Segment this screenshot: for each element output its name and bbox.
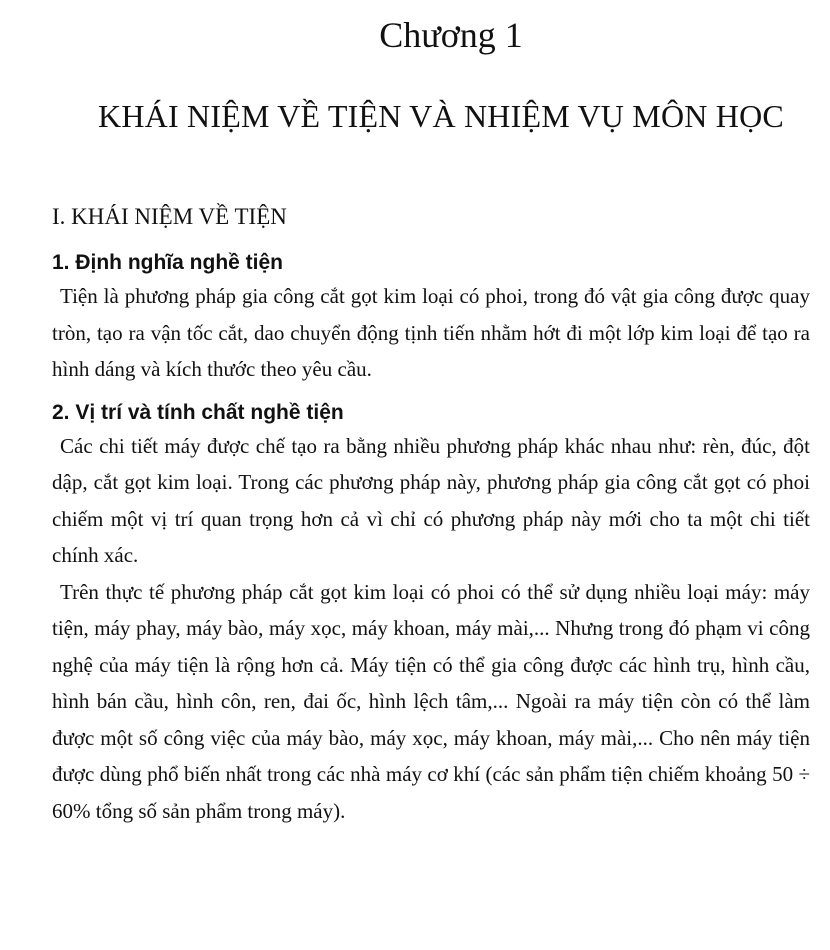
- subsection-heading-definition: 1. Định nghĩa nghề tiện: [52, 251, 283, 274]
- subsection-heading-position: 2. Vị trí và tính chất nghề tiện: [52, 400, 344, 424]
- chapter-number: Chương 1: [379, 15, 523, 55]
- paragraph-position-1: Các chi tiết máy được chế tạo ra bằng nhiều phương pháp khác nhau như: rèn, đúc, đột dập, cắt gọt kim loại. Trong các phương pháp này, phương pháp gia công cắt gọt có phoi chiếm một vị trí quan trọng hơn cả vì chỉ có phương pháp này mới cho ta một chi tiết chính xác.: [52, 433, 810, 567]
- section-heading: I. KHÁI NIỆM VỀ TIỆN: [52, 204, 287, 229]
- paragraph-position-2: Trên thực tế phương pháp cắt gọt kim loại có phoi có thể sử dụng nhiều loại máy: máy tiện, máy phay, máy bào, máy xọc, máy khoan, máy mài,... Nhưng trong đó phạm vi công nghệ của máy tiện là rộng hơn cả. Máy tiện có thể gia công được các hình trụ, hình cầu, hình bán cầu, hình côn, ren, đai ốc, hình lệch tâm,... Ngoài ra máy tiện còn có thể làm được một số công việc của máy bào, máy xọc, máy khoan, máy mài,... Cho nên máy tiện được dùng phổ biến nhất trong các nhà máy cơ khí (các sản phẩm tiện chiếm khoảng 50 ÷ 60% tổng số sản phẩm trong máy).: [52, 579, 810, 823]
- chapter-title: KHÁI NIỆM VỀ TIỆN VÀ NHIỆM VỤ MÔN HỌC: [98, 98, 784, 134]
- paragraph-definition: Tiện là phương pháp gia công cắt gọt kim loại có phoi, trong đó vật gia công được quay tròn, tạo ra vận tốc cắt, dao chuyển động tịnh tiến nhằm hớt đi một lớp kim loại để tạo ra hình dáng và kích thước theo yêu cầu.: [52, 284, 810, 381]
